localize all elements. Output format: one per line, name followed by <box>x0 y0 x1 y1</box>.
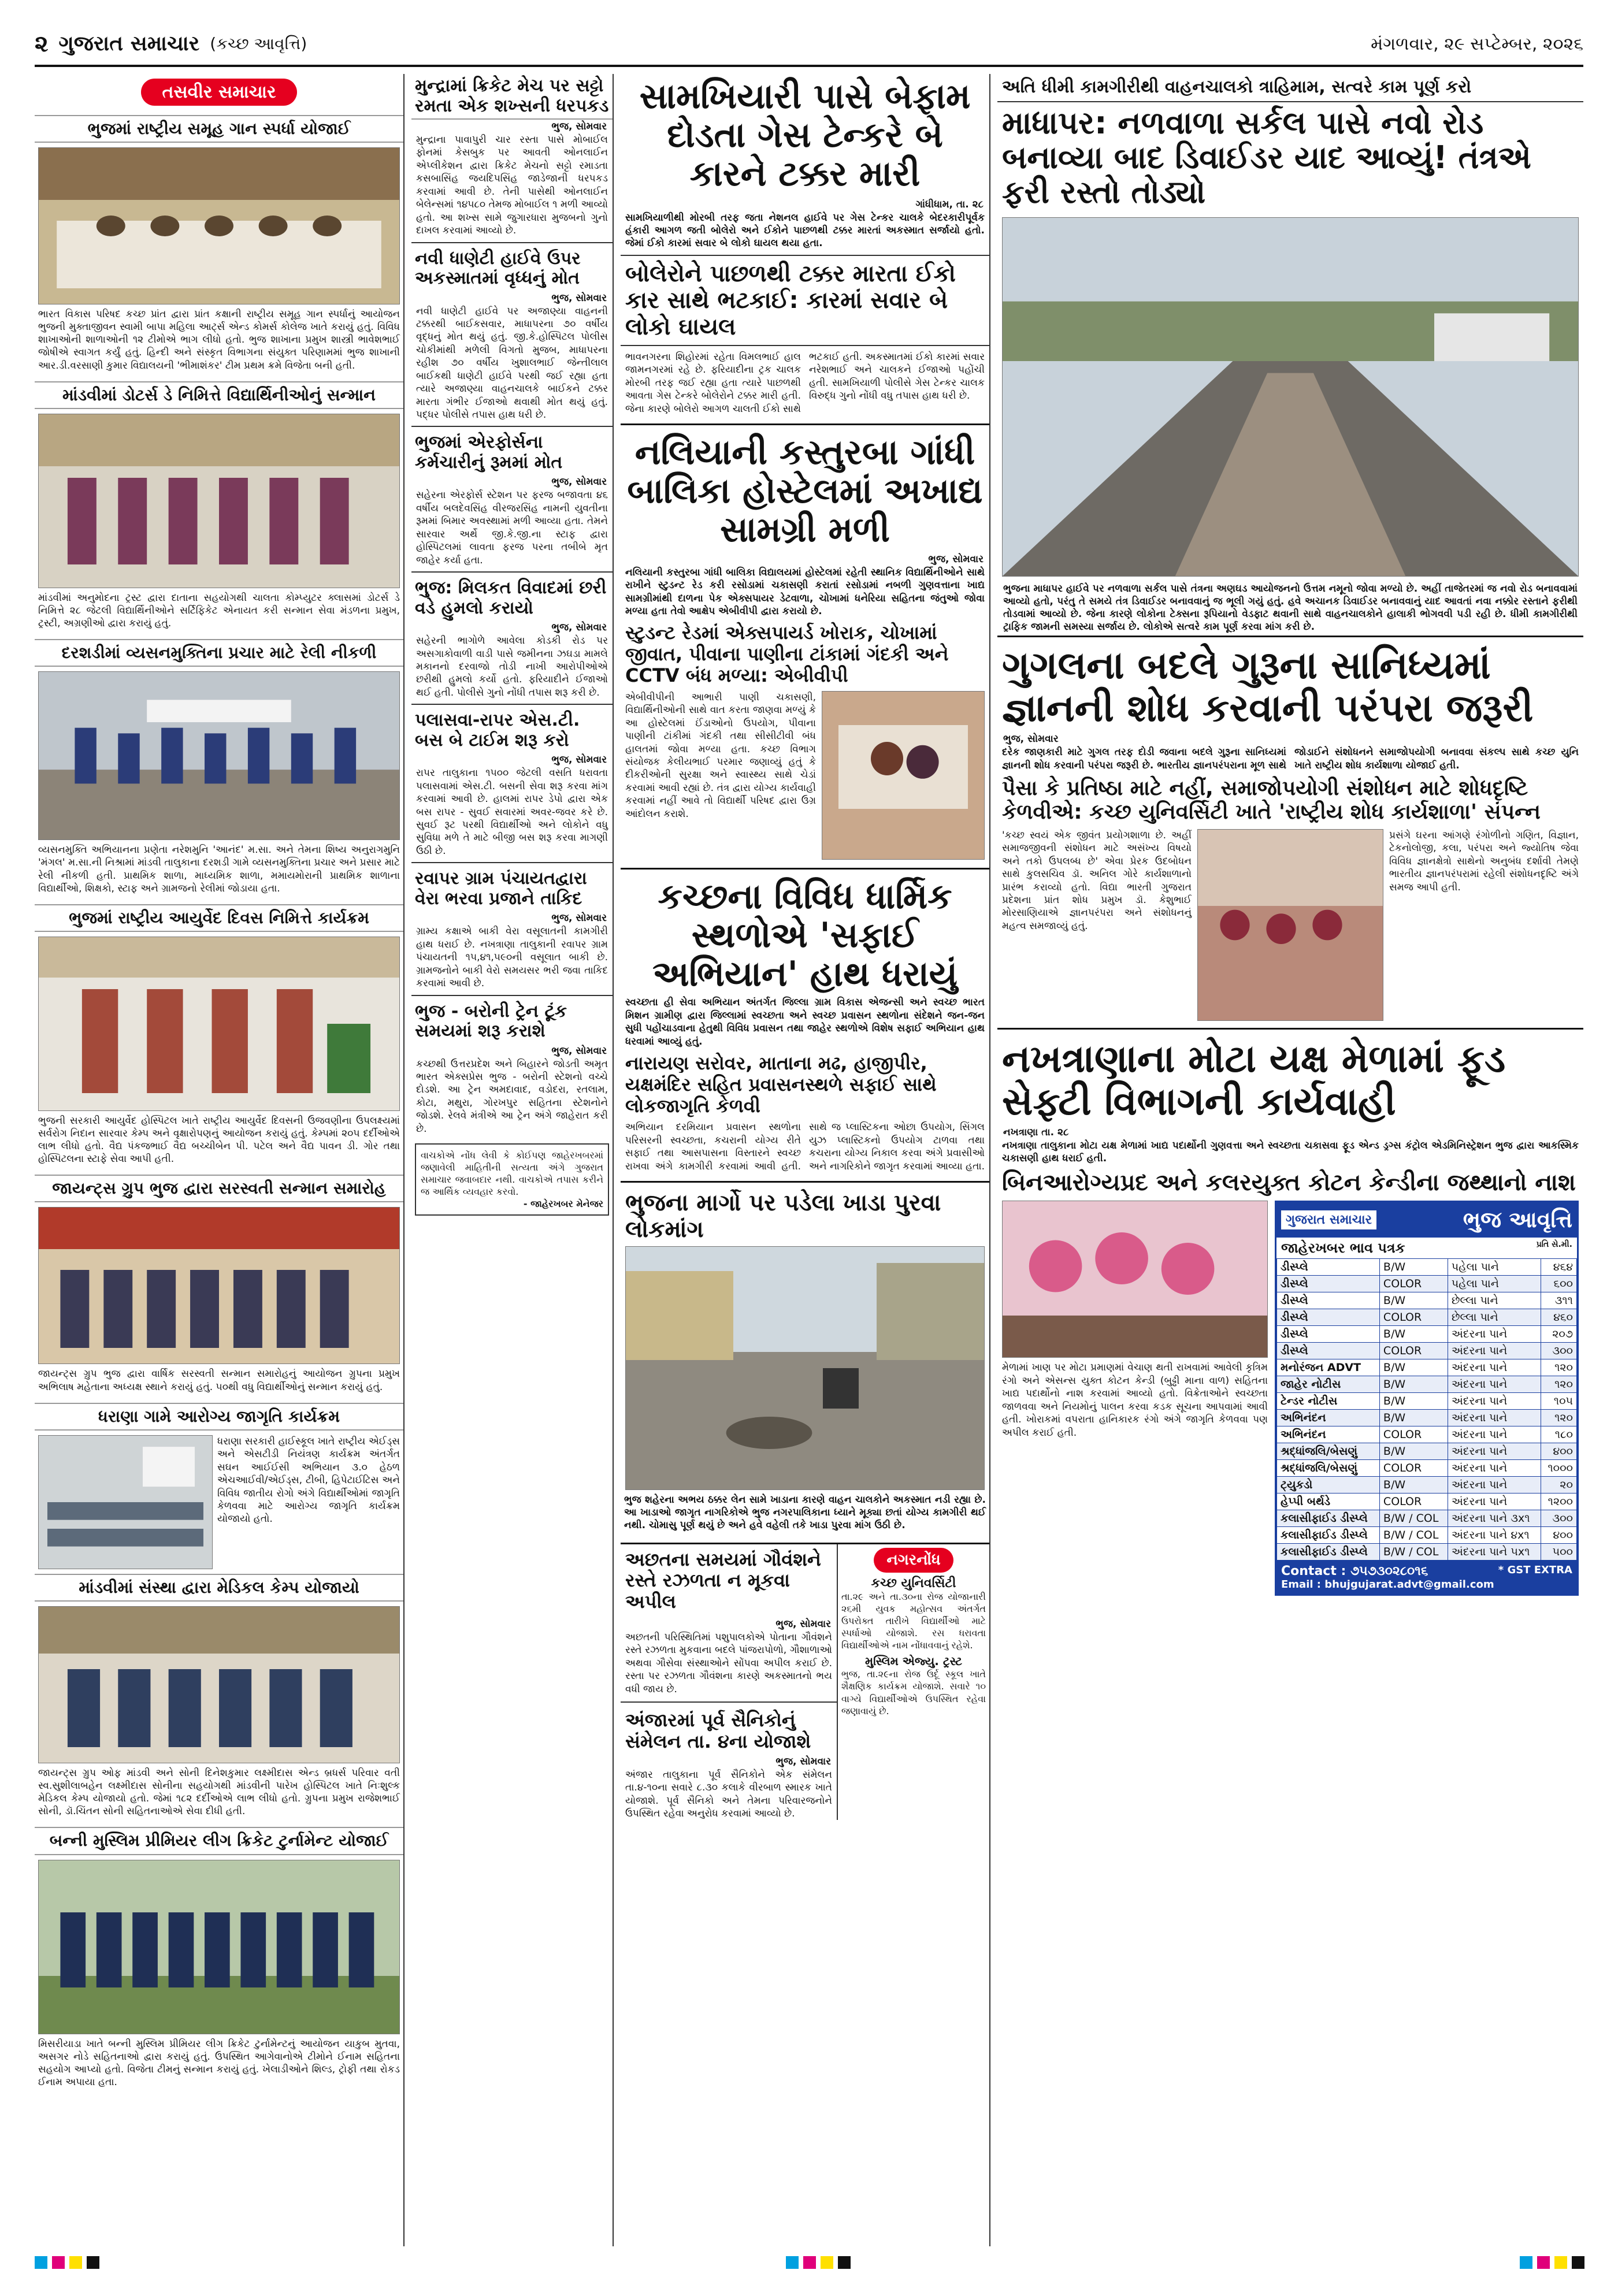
rate-row <box>1277 1359 1577 1376</box>
story-body: રાપર તાલુકાના ૧૫૦૦ જેટલી વસતિ ધરાવતા પલાસવામાં એસ.ટી. બસની સેવા શરૂ કરવા માંગ કરવામાં આવી છે. હાલમાં રાપર ડેપો દ્વારા એક બસ રાપર - સુવઈ સવારમાં અવર-જવર કરે છે. સુવઈ રૂટ પરથી વિદ્યાર્થીઓ અને લોકોને વધુ સુવિધા મળે તે માટે બીજી બસ શરૂ કરવા માગણી ઉઠી છે. <box>416 767 608 857</box>
rate-cell: ડીસ્પ્લે <box>1277 1343 1380 1359</box>
rate-cell: શ્રદ્ધાંજલિ/બેસણું <box>1277 1443 1380 1460</box>
rate-row <box>1277 1393 1577 1410</box>
photo-caption: મિસરીયાડા ખાતે બન્ની મુસ્લિમ પ્રીમિયર લીગ ક્રિકેટ ટુર્નામેન્ટનું આયોજન યાકુબ મુતવા, અસગર નોડે સહિતનાઓ દ્વારા કરાયું હતું. ઉપસ્થિત આગેવાનોએ ટીમોને ઈનામ સહિતના સહયોગ આપ્યો હતો. વિજેતા ટીમનું સન્માન કરાયું હતું. ખેલાડીઓને શિલ્ડ, ટ્રોફી તથા રોકડ ઈનામ અપાયા હતા. <box>38 2038 400 2088</box>
rate-cell: અંદરના પાને <box>1448 1426 1541 1443</box>
rate-row <box>1277 1544 1577 1561</box>
photo-health-awareness <box>38 1435 213 1569</box>
story-body: અભિયાન દરમિયાન પ્રવાસન સ્થળોના પરિસરની સ્વચ્છતા, કચરાની યોગ્ય રીતે સફાઈ તથા આસપાસના વિસ્તારને સ્વચ્છ રાખવા અંગે કામગીરી કરવામાં આવી હતી. સાથે જ પ્લાસ્ટિકના ઓછા ઉપયોગ, સિંગલ યુઝ પ્લાસ્ટિકનો ઉપયોગ ટાળવા તથા કચરાના યોગ્ય નિકાલ કરવા અંગે પ્રવાસીઓ અને નાગરિકોને જાગૃત કરવામાં આવ્યા હતા. <box>625 1121 985 1172</box>
rate-cell: ૧૦૦૦ <box>1541 1460 1577 1477</box>
photo-caption: જાયન્ટ્સ ગ્રુપ ઓફ માંડવી અને સોની દિનેશકુમાર લક્ષ્મીદાસ એન્ડ બ્રધર્સ પરિવાર વતી સ્વ.સુશીલાબહેન લક્ષ્મીદાસ સોનીના સહયોગથી માંડવીની પારેખ હોસ્પિટલ ખાતે નિઃશુલ્ક મેડિકલ કેમ્પ યોજાયો હતો. જેમાં ૧૮૨ દર્દીઓએ લાભ લીધો હતો. ગ્રુપના પ્રમુખ રાજેશભાઈ સોની, ડૉ.ચિંતન સોની સહિતનાઓએ સેવા દીધી હતી. <box>38 1767 400 1818</box>
story-headline: દરશડીમાં વ્યસનમુક્તિના પ્રચાર માટે રેલી નીકળી <box>35 639 403 667</box>
rate-row <box>1277 1477 1577 1493</box>
rate-cell: B/W <box>1379 1359 1448 1376</box>
rate-cell: B/W <box>1379 1326 1448 1343</box>
rate-row <box>1277 1326 1577 1343</box>
masthead <box>35 23 1583 67</box>
rate-cell: COLOR <box>1379 1343 1448 1359</box>
story-block <box>621 691 989 860</box>
rate-cell: ડીસ્પ્લે <box>1277 1292 1380 1309</box>
gst-note: * GST EXTRA <box>1498 1564 1572 1577</box>
story-body: મુન્દ્રાના પાવાપુરી ચાર રસ્તા પાસે મોબાઈલ ફોનમાં કેસબુક પર આવતી ઓનલાઈન એપ્લીકેશન દ્વારા ક્રિકેટ મેચનો સટ્ટો રમાડતા કસબાસિંહ જયદિપસિંહ જાડેજાની ધરપકડ કરવામાં આવી છે. તેની પાસેથી ઓનલાઈન બેલેન્સમાં ૧૪૫૮૦ તેમજ મોબાઈલ ૧ મળી આવ્યો હતો. આ શખ્સ સામે જુગારધારા મુજબનો ગુનો દાખલ કરવામાં આવ્યો છે. <box>416 134 608 237</box>
city-notes-title: મુસ્લિમ એજ્યુ. ટ્રસ્ટ <box>864 1654 963 1669</box>
rate-cell: ૩૦૦ <box>1541 1510 1577 1527</box>
story-headline: ભુજમાં રાષ્ટ્રીય સમૂહ ગાન સ્પર્ધા યોજાઈ <box>35 115 403 143</box>
story-headline: નખત્રાણાના મોટા યક્ષ મેળામાં ફૂડ સેફ્ટી વિભાગની કાર્યવાહી <box>997 1028 1583 1125</box>
photo-caption: ભુજના માધાપર હાઈવે પર નળવાળા સર્કલ પાસે તંત્રના અણઘડ આયોજનનો ઉત્તમ નમૂનો જોવા મળ્યો છે. અહીં તાજેતરમાં જ નવો રોડ બનાવવામાં આવ્યો હતો, પરંતુ તે સમયે તંત્ર ડિવાઈડર બનાવવાનું જ ભૂલી ગયું હતું. હવે અચાનક ડિવાઈડર બનાવવાનું યાદ આવતાં નવા નક્કોર રસ્તાને ફરીથી તોડવામાં આવ્યો છે. જેના કારણે લોકોના ટેક્સના રૂપિયાનો વેડફાટ થવાની સાથે વાહનચાલકોને હાલાકી ભોગવવી પડી રહી છે. ધીમી કામગીરીથી ટ્રાફિક જામની સમસ્યા સર્જાય છે. લોકોએ સત્વરે કામ પૂર્ણ કરવા માંગ કરી છે. <box>1003 582 1578 633</box>
story-headline: માંડવીમાં સંસ્થા દ્વારા મેડિકલ કેમ્પ યોજાયો <box>35 1574 403 1602</box>
story-body: પ્રસંગે ઘરના આંગણે રંગોળીનો ગણિત, વિજ્ઞાન, ટેકનોલોજી, કલા, પરંપરા અને જ્યોતિષ જેવા વિવિધ જ્ઞાનક્ષેત્રો સાથેનો અનુબંધ દર્શાવી તેમણે ભારતીય જ્ઞાનપરંપરામાં રહેલી સંશોધનદૃષ્ટિ અંગે સમજ આપી હતી. <box>1389 829 1579 893</box>
story-headline: રવાપર ગ્રામ પંચાયતદ્વારા વેરા ભરવા પ્રજાને તાકિદ <box>411 862 613 911</box>
story-block <box>997 829 1583 1021</box>
registration-swatch <box>1537 2256 1550 2269</box>
photo-group-singing <box>38 147 400 304</box>
story-intro: નલિયાની કસ્તુરબા ગાંધી બાલિકા વિદ્યાલયમાં હોસ્ટેલમાં રહેતી સ્થાનિક વિદ્યાર્થિનીઓને સાથે રાખીને સ્ટુડન્ટ રેડ કરી રસોડામાં ચકાસણી કરાતાં રસોડામાં નબળી ગુણવત્તાના ખાદ્ય સામગ્રીમાંથી દાળના પેક એક્સપાયર ડેટવાળા, ચોખામાં ધનેરિયા સહિતના જંતુઓ જોવા મળ્યા હતા તેવો આક્ષેપ એબીવીપી દ્વારા કરાયો છે. <box>625 566 985 617</box>
rate-cell: ૧૨૦ <box>1541 1376 1577 1393</box>
rate-cell: B/W <box>1379 1376 1448 1393</box>
rate-row <box>1277 1343 1577 1359</box>
ad-brand: ગુજરાત સમાચાર <box>1281 1210 1376 1229</box>
lead-headline: માધાપર: નળવાળા સર્કલ પાસે નવો રોડ બનાવ્યા બાદ ડિવાઈડર યાદ આવ્યું! તંત્રએ ફરી રસ્તો તોડ્યો <box>1002 104 1531 211</box>
photo-caption: ભુજની સરકારી આયુર્વેદ હોસ્પિટલ ખાતે રાષ્ટ્રીય આયુર્વેદ દિવસની ઉજવણીના ઉપલક્ષ્યમાં સર્વરોગ નિદાન સારવાર કેમ્પ અને વૃક્ષારોપણનું આયોજન કરાયું હતું. કેમ્પમાં ૨૦૫ દર્દીઓએ લાભ લીધો હતો. વૈદ્ય પંકજભાઈ વૈદ્ય બચ્ચીબેન પી. પટેલ અને વૈદ્ય પાવન ડી. ગોર તથા હોસ્પિટલના સ્ટાફે સેવા આપી હતી. <box>38 1114 400 1165</box>
rate-cell: અંદરના પાને <box>1448 1393 1541 1410</box>
dateline: ભુજ, સોમવાર <box>551 476 607 488</box>
rate-cell: અંદરના પાને <box>1448 1359 1541 1376</box>
rate-cell: ૪૬૦ <box>1541 1309 1577 1326</box>
rate-cell: B/W / COL <box>1379 1510 1448 1527</box>
rate-row <box>1277 1292 1577 1309</box>
registration-swatch <box>87 2256 99 2269</box>
rate-cell: B/W <box>1379 1292 1448 1309</box>
rate-cell: ૨૦૭ <box>1541 1326 1577 1343</box>
page-number: ૨ <box>35 31 49 57</box>
story-subheadline: બિનઆરોગ્યપ્રદ અને કલરયુક્ત કોટન કેન્ડીના જથ્થાનો નાશ <box>1002 1169 1576 1197</box>
bottom-stories <box>621 1543 989 1821</box>
photo-caption: વ્યસનમુક્તિ અભિયાનના પ્રણેતા નરેશમુનિ 'આનંદ' મ.સા. અને તેમના શિષ્ય અનુરાગમુનિ 'મંગલ' મ.સા.ની નિશ્રામાં માંડવી તાલુકાના દરશડી ગામે વ્યસનમુક્તિના પ્રચાર અને પ્રસાર માટે રેલી નીકળી હતી. પ્રાથમિક શાળા, માધ્યમિક શાળા, મમાયમોરાની પ્રાથમિક શાળાના વિદ્યાર્થીઓ, શિક્ષકો, સ્ટાફ અને ગ્રામજનો રેલીમાં જોડાયા હતા. <box>38 844 400 894</box>
lead-subheadline: બોલેરોને પાછળથી ટક્કર મારતા ઈકો કાર સાથે ભટકાઈ: કારમાં સવાર બે લોકો ઘાયલ <box>621 255 989 346</box>
story-body: સહેરની ભાગોળે આવેલા કોડકી રોડ પર અસગાકોવાળી વાડી પાસે જમીનના ઝઘડા મામલે મકાનનો દરવાજો તોડી નાખી આરોપીઓએ છરીથી હુમલો કર્યો હતો. ફરિયાદીને ઈજાઓ થઈ હતી. પોલીસે ગુનો નોંધી તપાસ શરૂ કરી છે. <box>416 635 608 699</box>
rate-cell: કલાસીફાઈડ ડીસ્પ્લે <box>1277 1544 1380 1561</box>
story-left <box>1002 1201 1268 1596</box>
rate-cell: ૪૦૦ <box>1541 1443 1577 1460</box>
photo-rally <box>38 671 400 840</box>
dateline: નખત્રાણા તા. ૨૮ <box>1003 1126 1069 1138</box>
photo-broken-road <box>1002 217 1579 577</box>
photo-caption: જાયન્ટ્સ ગ્રુપ ભુજ દ્વારા વાર્ષિક સરસ્વતી સન્માન સમારોહનું આયોજન ગ્રુપના પ્રમુખ અભિલાષ મહેતાના અધ્યક્ષ સ્થાને કરાયું હતું. ૫૦થી વધુ વિદ્યાર્થીઓનું સન્માન કરાયું હતું. <box>38 1368 400 1393</box>
story-body: નવી ધાણેટી હાઈવે પર અજાણ્યા વાહનની ટક્કરથી બાઈકસવાર, માધાપરના ૭૦ વર્ષીય વૃદ્ધનું મોત થયું હતું. જી.કે.હોસ્પિટલ પોલીસ ચોકીમાંથી મળેલી વિગતો મુજબ, માધાપરના રહીશ ૭૦ વર્ષીય ખુશાલભાઈ જેન્તીલાલ બાઈકથી ધાણેટી હાઈવે પરથી જઈ રહ્યા હતા ત્યારે અજાણ્યા વાહનચાલકે બાઈકને ટક્કર મારતા ગંભીર ઈજાઓ થવાથી મોત થયું હતું. પદ્ધર પોલીસે તપાસ હાથ ધરી છે. <box>416 305 608 421</box>
rate-cell: અંદરના પાને <box>1448 1443 1541 1460</box>
notice-text: વાચકોએ નોંધ લેવી કે કોઈપણ જાહેરખબરમાં જણાવેલી માહિતીની સત્યતા અંગે ગુજરાત સમાચાર જવાબદાર નથી. વાચકોએ તપાસ કરીને જ આર્થિક વ્યવહાર કરવો. <box>421 1150 603 1198</box>
rate-cell: COLOR <box>1379 1276 1448 1292</box>
story-headline: જાયન્ટ્સ ગ્રુપ ભુજ દ્વારા સરસ્વતી સન્માન સમારોહ <box>35 1175 403 1202</box>
rate-cell: છેલ્લા પાને <box>1448 1309 1541 1326</box>
dateline: ભુજ, સોમવાર <box>551 292 607 304</box>
paper-name: ગુજરાત સમાચાર <box>58 32 200 55</box>
story-and-ad <box>997 1201 1583 1596</box>
story-headline: ભુજમાં રાષ્ટ્રીય આયુર્વેદ દિવસ નિમિત્તે કાર્યક્રમ <box>35 904 403 932</box>
story-headline: મુન્દ્રામાં ક્રિકેટ મેચ પર સટ્ટો રમતા એક શખ્સની ધરપકડ <box>411 74 613 120</box>
rate-cell: ૪૦૦ <box>1541 1527 1577 1544</box>
contact-phone: ૭૫૭૩૦૨૮૦૧૬ <box>1350 1564 1428 1579</box>
rate-cell: કલાસીફાઈડ ડીસ્પ્લે <box>1277 1527 1380 1544</box>
email-label: Email : <box>1281 1578 1322 1591</box>
edition-label: (કચ્છ આવૃત્તિ) <box>210 34 307 53</box>
rate-cell: ૧૮૦ <box>1541 1426 1577 1443</box>
rate-cell: પહેલા પાને <box>1448 1276 1541 1292</box>
story-headline: ગુગલના બદલે ગુરૂના સાનિધ્યમાં જ્ઞાનની શોધ કરવાની પરંપરા જરૂરી <box>997 636 1583 732</box>
registration-swatch <box>1520 2256 1532 2269</box>
rate-cell: કલાસીફાઈડ ડીસ્પ્લે <box>1277 1510 1380 1527</box>
story-body: ગ્રામ્ય કક્ષાએ બાકી વેરા વસૂલાતની કામગીરી હાથ ધરાઈ છે. નખત્રાણા તાલુકાની રવાપર ગ્રામ પંચાયતની ૧૫,૪૧,૫૯૦ની વસૂલાત બાકી છે. ગ્રામજનોને બાકી વેરો સમયસર ભરી જવા તાકિદ કરવામાં આવી છે. <box>416 926 608 990</box>
city-notes <box>838 1544 989 1821</box>
ad-rate-card <box>1275 1201 1579 1596</box>
story-intro: દરેક જાણકારી માટે ગુગલ તરફ દોડી જવાના બદલે ગુરૂના સાનિધ્યમાં જ્ઞાનની શોધ કરવાની પરંપરા જરૂરી છે. ભારતીય જ્ઞાનપરંપરાના મૂળ સાથે જોડાઈને સંશોધનને સમાજોપયોગી બનાવવા સંકલ્પ સાથે કચ્છ યુનિ ખાતે રાષ્ટ્રીય શોધ કાર્યશાળા યોજાઈ હતી. <box>1002 746 1579 771</box>
rate-cell: B/W <box>1379 1259 1448 1276</box>
story-headline: માંડવીમાં ડોટર્સ ડે નિમિત્તે વિદ્યાર્થિનીઓનું સન્માન <box>35 381 403 409</box>
rate-cell: છેલ્લા પાને <box>1448 1292 1541 1309</box>
registration-swatch <box>803 2256 816 2269</box>
rate-cell: અભિનંદન <box>1277 1426 1380 1443</box>
photo-research-workshop <box>1197 829 1383 1021</box>
photo-caption: માંડવીમાં અનુમોદના ટ્રસ્ટ દ્વારા દાતાના સહયોગથી ચાલતા કોમ્પ્યુટર ક્લાસમાં ડોટર્સ ડે નિમિત્તે ૨૮ જેટલી વિદ્યાર્થિનીઓને સર્ટિફિકેટ એનાયત કરી સન્માન સેવા મંડળના પ્રમુખ, ટ્રસ્ટી, અગ્રણીઓ દ્વારા કરાયું હતું. <box>38 592 400 630</box>
photo-cotton-candy <box>1002 1201 1268 1358</box>
dateline: ભુજ, સોમવાર <box>551 121 607 132</box>
story-headline: ભુજ: મિલકત વિવાદમાં છરી વડે હુમલો કરાયો <box>411 571 613 621</box>
story-body: સહેરના એરફોર્સ સ્ટેશન પર ફરજ બજાવતા ૪૬ વર્ષીય બલદેવસિંહ વીરજરસિંહ નામની યુવતીના રૂમમાં બિમાર અવસ્થામાં મળી આવ્યા હતા. તેમને સારવાર અર્થે જી.કે.જી.ના સ્ટાફ દ્વારા હોસ્પિટલમાં લાવતા ફરજ પરના તબીબે મૃત જાહેર કર્યા હતા. <box>416 489 608 566</box>
rate-row <box>1277 1276 1577 1292</box>
rate-cell: જાહેર નોટીસ <box>1277 1376 1380 1393</box>
rate-cell: ૨૦ <box>1541 1477 1577 1493</box>
masthead-left <box>35 31 307 57</box>
ad-subtitle: જાહેરખબર ભાવ પત્રક <box>1281 1240 1405 1257</box>
ad-subheader <box>1276 1238 1577 1258</box>
rate-row <box>1277 1309 1577 1326</box>
city-notes-body: ભુજ, તા.૨૯ના રોજ ઉર્દૂ સ્કૂલ ખાતે શૈક્ષણિક કાર્યક્રમ યોજાશે. સવારે ૧૦ વાગ્યે વિદ્યાર્થીઓએ ઉપસ્થિત રહેવા જણાવાયું છે. <box>841 1669 986 1717</box>
rate-cell: ૧૦૫ <box>1541 1393 1577 1410</box>
rate-cell: ડીસ્પ્લે <box>1277 1276 1380 1292</box>
story-subheadline: સ્ટુડન્ટ રેડમાં એક્સપાયર્ડ ખોરાક, ચોખામાં જીવાત, પીવાના પાણીના ટાંકામાં ગંદકી અને CCTV બંધ મળ્યા: એબીવીપી <box>625 622 949 686</box>
story-headline: પલાસવા-રાપર એસ.ટી. બસ બે ટાઈમ શરૂ કરો <box>411 704 613 753</box>
rate-cell: અંદરના પાને ૩x૧ <box>1448 1510 1541 1527</box>
rate-row <box>1277 1259 1577 1276</box>
rate-cell: અંદરના પાને <box>1448 1460 1541 1477</box>
rate-cell: અંદરના પાને ૫x૧ <box>1448 1544 1541 1561</box>
story-intro: સ્વચ્છતા હી સેવા અભિયાન અંતર્ગત જિલ્લા ગ્રામ વિકાસ એજન્સી અને સ્વચ્છ ભારત મિશન ગ્રામીણ દ્વારા જિલ્લામાં સ્વચ્છતા અને સ્વચ્છ પ્રવાસન સ્થળોના સંદેશને જન-જન સુધી પહોંચાડવાના હેતુથી વિવિધ પ્રવાસન તથા જાહેર સ્થળોએ વિશેષ સફાઈ અભિયાન હાથ ધરવામાં આવ્યું હતું. <box>625 997 985 1047</box>
photo-caption: ભુજ શહેરના અભય ઠક્કર લેન સામે ખાડાના કારણે વાહન ચાલકોને અકસ્માત નડી રહ્યા છે. આ ખાડાઓ જાગૃત નાગરિકોએ ભુજ નગરપાલિકાના ધ્યાને મૂક્યા છતાં યોગ્ય કામગીરી થઈ નથી. ચોમાસુ પૂર્ણ થયું છે અને હવે વહેલી તકે ખાડા પુરવા માંગ ઉઠી છે. <box>624 1494 986 1532</box>
rate-cell: પહેલા પાને <box>1448 1259 1541 1276</box>
dateline: ગાંધીધામ, તા. ૨૮ <box>915 198 984 210</box>
story-headline: નલિયાની કસ્તુરબા ગાંધી બાલિકા હોસ્ટેલમાં અખાદ્ય સામગ્રી મળી <box>621 423 989 552</box>
story-intro: નખત્રાણા તાલુકાના મોટા યક્ષ મેળામાં ખાદ્ય પદાર્થોની ગુણવત્તા અને સ્વચ્છતા ચકાસવા ફૂડ એન્ડ ડ્રગ્સ કંટ્રોલ એડમિનિસ્ટ્રેશન ભુજ દ્વારા આકસ્મિક ચકાસણી હાથ ધરાઈ હતી. <box>1002 1139 1579 1164</box>
city-notes-body: તા.૨૯ અને તા.૩૦ના રોજ યોજાનારી ૨૬મી યુવક મહોત્સવ અંતર્ગત ઉપરોક્ત તારીખે વિદ્યાર્થીઓ માટે સ્પર્ધાઓ યોજાશે. રસ ધરાવતા વિદ્યાર્થીઓએ નામ નોંધાવવાનું રહેશે. <box>841 1591 986 1651</box>
story-headline: ભુજ - બરોની ટ્રેન ટૂંક સમયમાં શરૂ કરાશે <box>411 995 613 1044</box>
rate-row <box>1277 1510 1577 1527</box>
rate-cell: COLOR <box>1379 1426 1448 1443</box>
rate-cell: ડીસ્પ્લે <box>1277 1326 1380 1343</box>
photo-daughters-day <box>38 414 400 588</box>
photo-giants-group <box>38 1207 400 1364</box>
column-lead <box>997 74 1583 2246</box>
registration-swatch <box>52 2256 65 2269</box>
story-headline: નવી ધાણેટી હાઈવે ઉપર અકસ્માતમાં વૃધ્ધનું મોત <box>411 242 613 291</box>
story-headline: ભુજના માર્ગો પર પડેલા ખાડા પુરવા લોકમાંગ <box>621 1181 989 1246</box>
ad-footer <box>1276 1561 1577 1594</box>
registration-swatch <box>69 2256 82 2269</box>
rate-cell: ૪૬૪ <box>1541 1259 1577 1276</box>
rate-cell: અંદરના પાને <box>1448 1326 1541 1343</box>
rate-cell: ટેન્ડર નોટીસ <box>1277 1393 1380 1410</box>
rate-table <box>1276 1258 1577 1561</box>
rate-cell: અંદરના પાને <box>1448 1493 1541 1510</box>
dateline: ભુજ, સોમવાર <box>1003 733 1059 745</box>
story-body: મેળામાં ખાણ પર મોટા પ્રમાણમાં વેચાણ થતી રાખવામાં આવેલી કૃત્રિમ રંગો અને એસન્સ યુક્ત કોટન કેન્ડી (બુઢ્ઢી માના વાળ) સહિતના ખાદ્ય પદાર્થોનો નાશ કરવામાં આવ્યો હતો. વિક્રેતાઓને સ્વચ્છતા જાળવવા અને નિયમોનું પાલન કરવા કડક સૂચના આપવામાં આવી હતી. ખોરાકમાં વપરાતા હાનિકારક રંગો અંગે જાગૃતિ કેળવવા પણ અપીલ કરાઈ હતી. <box>1002 1362 1268 1439</box>
rate-row <box>1277 1426 1577 1443</box>
story-body: ભાવનગરના શિહોરમાં રહેતા વિમલભાઈ હાલ જામનગરમાં રહે છે. ફરિયાદીના ટ્રક ચાલક મોરબી તરફ જઈ રહ્યા હતા ત્યારે પાછળથી આવતા ગેસ ટેન્કરે બોલેરોને ટક્કર મારી હતી. જેના કારણે બોલેરો આગળ ચાલતી ઈકો સાથે ભટકાઈ હતી. અકસ્માતમાં ઈકો કારમાં સવાર નરેશભાઈ અને ચાલકને ઈજાઓ પહોંચી હતી. સામખિયાળી પોલીસે ગેસ ટેન્કર ચાલક વિરુદ્ધ ગુનો નોંધી વધુ તપાસ હાથ ધરી છે. <box>625 351 985 415</box>
story-block <box>35 1435 403 1569</box>
rate-cell: B/W / COL <box>1379 1527 1448 1544</box>
rate-row <box>1277 1410 1577 1426</box>
story-subheadline: નારાયણ સરોવર, માતાના મઢ, હાજીપીર, યક્ષમંદિર સહિત પ્રવાસનસ્થળે સફાઈ સાથે લોકજાગૃતિ કેળવી <box>625 1052 937 1117</box>
rate-cell: B/W <box>1379 1477 1448 1493</box>
dateline: ભુજ, સોમવાર <box>928 553 984 565</box>
photo-potholes <box>625 1246 985 1490</box>
rate-cell: COLOR <box>1379 1493 1448 1510</box>
rate-cell: ૬૦૦ <box>1541 1276 1577 1292</box>
photo-caption: ભારત વિકાસ પરિષદ કચ્છ પ્રાંત દ્વારા પ્રાંત કક્ષાની રાષ્ટ્રીય સમૂહ ગાન સ્પર્ધાનું આયોજન ભુજની મુક્તાજીવન સ્વામી બાપા મહિલા આર્ટ્સ એન્ડ કોમર્સ કોલેજ ખાતે કરાયું હતું. વિવિધ શાખાઓની શાળાઓની ૧૨ ટીમોએ ભાગ લીધો હતો. ભુજ શાખાના પ્રમુખ શાસ્ત્રી ભાવેશભાઈ જોષીએ સ્વાગત કર્યું હતું. હિન્દી અને સંસ્કૃત વિભાગના સંયુક્ત પરિણામમાં ભુજ શાખાની આર.ડી.વરસાણી કુમાર વિદ્યાલયની 'ભીમાશંકર' ટીમ પ્રથમ ક્રમે વિજેતા બની હતી. <box>38 309 400 371</box>
rate-cell: અંદરના પાને ૪x૧ <box>1448 1527 1541 1544</box>
registration-swatch <box>1554 2256 1567 2269</box>
rate-cell: ૧૨૦ <box>1541 1410 1577 1426</box>
city-notes-title: કચ્છ યુનિવર્સિટી <box>871 1576 956 1591</box>
registration-swatch <box>35 2256 47 2269</box>
rate-cell: મનોરંજન ADVT <box>1277 1359 1380 1376</box>
photo-cricket-tournament <box>38 1860 400 2034</box>
story-body: અછતની પરિસ્થિતિમાં પશુપાલકોએ પોતાના ગૌવંશને રસ્તે રઝળતા મુકવાના બદલે પાંજરાપોળો, ગૌશાળાઓ અથવા ગૌસેવા સંસ્થાઓને સોંપવા અપીલ કરાઈ છે. રસ્તા પર રઝળતા ગૌવંશના કારણે અકસ્માતનો ભય વધી જાય છે. <box>625 1631 832 1695</box>
rate-cell: શ્રદ્ધાંજલિ/બેસણું <box>1277 1460 1380 1477</box>
rate-cell: ટ્યુકડો <box>1277 1477 1380 1493</box>
rate-cell: અંદરના પાને <box>1448 1376 1541 1393</box>
photo-medical-camp <box>38 1606 400 1763</box>
dateline: ભુજ, સોમવાર <box>551 1045 607 1057</box>
rate-row <box>1277 1460 1577 1477</box>
story-body: ધરાણા સરકારી હાઈસ્કૂલ ખાતે રાષ્ટ્રીય એઈડ્સ અને એસટીડી નિયંત્રણ કાર્યક્રમ અંતર્ગત સઘન આઈઈસી અભિયાન ૩.૦ હેઠળ એચઆઈવી/એઈડ્સ, ટીબી, હિપેટાઈટિસ અને વિવિધ જાતીય રોગો અંગે વિદ્યાર્થીઓમાં જાગૃતિ કેળવવા માટે આરોગ્ય જાગૃતિ કાર્યક્રમ યોજાયો હતો. <box>217 1435 400 1525</box>
ad-header <box>1276 1202 1577 1238</box>
column-briefs <box>411 74 614 2246</box>
story-body: કચ્છથી ઉત્તરપ્રદેશ અને બિહારને જોડતી અમૃત ભારત એક્સપ્રેસ ભુજ - બરોની સ્ટેશનો વચ્ચે દોડશે. આ ટ્રેન અમદાવાદ, વડોદરા, રતલામ, કોટા, મથુરા, ગોરખપુર સહિતના સ્ટેશનોને જોડશે. રેલવે મંત્રીએ આ ટ્રેન અંગે જાહેરાત કરી છે. <box>416 1058 608 1135</box>
rate-row <box>1277 1493 1577 1510</box>
email-link[interactable]: bhujgujarat.advt@gmail.com <box>1324 1578 1494 1591</box>
rate-cell: ૧૨૦૦ <box>1541 1493 1577 1510</box>
section-badge: તસવીર સમાચાર <box>141 79 296 106</box>
lead-headline: સામખિયારી પાસે બેફામ દોડતા ગેસ ટેન્કરે બે કારને ટક્કર મારી <box>639 76 971 195</box>
story-headline: ધરાણા ગામે આરોગ્ય જાગૃતિ કાર્યક્રમ <box>35 1403 403 1431</box>
photo-ayurveda-day <box>38 937 400 1111</box>
story-headline: અંજારમાં પૂર્વ સૈનિકોનું સંમેલન તા. ૪ના યોજાશે <box>621 1701 837 1755</box>
rate-cell: COLOR <box>1379 1460 1448 1477</box>
story-body: અંજાર તાલુકાના પૂર્વ સૈનિકોને એક સંમેલન તા.૪-૧૦ના સવારે ૮.૩૦ કલાકે વીરબાળ સ્મારક ખાતે યોજાશે. પૂર્વ સૈનિકો અને તેમના પરિવારજનોને ઉપસ્થિત રહેવા અનુરોધ કરવામાં આવ્યો છે. <box>625 1769 832 1819</box>
column-picture-news <box>35 74 404 2246</box>
rate-cell: ૧૨૦ <box>1541 1359 1577 1376</box>
rate-cell: B/W <box>1379 1443 1448 1460</box>
ad-column-head: પ્રતિ સે.મી. <box>1536 1240 1572 1250</box>
story-headline: અછતના સમયમાં ગૌવંશને રસ્તે રઝળતા ન મૂકવા અપીલ <box>625 1548 821 1613</box>
lead-intro: સામખિયાળીથી મોરબી તરફ જતા નેશનલ હાઈવે પર ગેસ ટેન્કર ચાલકે બેદરકારીપૂર્વક હંકારી આગળ જતી બોલેરો અને ઈકોને પાછળથી ટક્કર મારતાં અકસ્માત સર્જાયો હતો. જેમાં ઈકો કારમાં સવાર બે લોકો ઘાયલ થયા હતા. <box>625 211 985 250</box>
rate-cell: ૩૧૧ <box>1541 1292 1577 1309</box>
rate-cell: B/W / COL <box>1379 1544 1448 1561</box>
email-row <box>1281 1578 1572 1591</box>
story-headline: ભુજમાં એરફોર્સના કર્મચારીનું રૂમમાં મોત <box>411 426 613 475</box>
rate-cell: ૫૦૦ <box>1541 1544 1577 1561</box>
ad-title: ભુજ આવૃત્તિ <box>1463 1207 1572 1233</box>
rate-cell: COLOR <box>1379 1309 1448 1326</box>
dateline: ભુજ, સોમવાર <box>775 1618 831 1630</box>
story-headline: કચ્છના વિવિધ ધાર્મિક સ્થળોએ 'સફાઈ અભિયાન' હાથ ધરાયું <box>621 868 989 997</box>
rate-cell: અંદરના પાને <box>1448 1477 1541 1493</box>
dateline: ભુજ, સોમવાર <box>775 1755 831 1767</box>
story-subheadline: પૈસા કે પ્રતિષ્ઠા માટે નહીં, સમાજોપયોગી સંશોધન માટે શોધદૃષ્ટિ કેળવીએ: કચ્છ યુનિવર્સિટી ખાતે 'રાષ્ટ્રીય શોધ કાર્યશાળા' સંપન્ન <box>1002 776 1541 824</box>
registration-swatch <box>838 2256 851 2269</box>
story-headline: બન્ની મુસ્લિમ પ્રીમિયર લીગ ક્રિકેટ ટુર્નામેન્ટ યોજાઈ <box>35 1827 403 1855</box>
story-left <box>621 1544 838 1821</box>
story-body: 'કચ્છ સ્વયં એક જીવંત પ્રયોગશાળા છે. અહીં સમાજજીવની સંશોધન માટે અસંખ્ય વિષયો અને તકો ઉપલબ્ધ છે' એવા પ્રેરક ઉદબોધન સાથે કુલસચિવ ડૉ. અનિલ ગોરે કાર્યશાળાનો પ્રારંભ કરાવ્યો હતો. વિદ્યા ભારતી ગુજરાત પ્રદેશના પ્રાંત શોધ પ્રમુખ ડૉ. કેશુભાઈ મોરસાણિયાએ જ્ઞાનપરંપરા અને સંશોધનનું મહત્વ સમજાવ્યું હતું. <box>1002 829 1192 932</box>
rate-cell: ડીસ્પ્લે <box>1277 1309 1380 1326</box>
rate-cell: અભિનંદન <box>1277 1410 1380 1426</box>
rate-cell: B/W <box>1379 1393 1448 1410</box>
city-notes-badge: નગરનોંધ <box>874 1548 953 1573</box>
column-main-stories <box>621 74 990 2246</box>
story-body: એબીવીપીની આભારી પાણી ચકાસણી, વિદ્યાર્થિનીઓની સાથે વાત કરતા જાણવા મળ્યું કે આ હોસ્ટેલમાં ઈંડાઓનો ઉપયોગ, પીવાના પાણીની ટાંકીમાં ગંદકી તથા સીસીટીવી બંધ હાલતમાં જોવા મળ્યા હતા. કચ્છ વિભાગ સંયોજક કેલીયભાઈ પરમાર જણાવ્યું હતું કે દીકરીઓની સુરક્ષા અને સ્વાસ્થ્ય સાથે ચેડાં કરવામાં આવી રહ્યાં છે. તંત્ર દ્વારા યોગ્ય કાર્યવાહી કરવામાં નહીં આવે તો વિદ્યાર્થી પરિષદ દ્વારા ઉગ્ર આંદોલન કરાશે. <box>625 691 816 820</box>
notice-box <box>415 1143 609 1215</box>
rate-cell: B/W <box>1379 1410 1448 1426</box>
rate-cell: અંદરના પાને <box>1448 1410 1541 1426</box>
rate-cell: ૩૦૦ <box>1541 1343 1577 1359</box>
rate-cell: ડીસ્પ્લે <box>1277 1259 1380 1276</box>
issue-date: મંગળવાર, ૨૯ સપ્ટેમ્બર, ૨૦૨૬ <box>1371 34 1583 54</box>
rate-row <box>1277 1443 1577 1460</box>
registration-swatch <box>1572 2256 1584 2269</box>
rate-row <box>1277 1376 1577 1393</box>
rate-cell: હેપ્પી બર્થડે <box>1277 1493 1380 1510</box>
rate-row <box>1277 1527 1577 1544</box>
rate-cell: અંદરના પાને <box>1448 1343 1541 1359</box>
dateline: ભુજ, સોમવાર <box>551 754 607 766</box>
registration-swatch <box>786 2256 799 2269</box>
photo-hostel-inspection <box>822 691 985 860</box>
dateline: ભુજ, સોમવાર <box>551 622 607 634</box>
dateline: ભુજ, સોમવાર <box>551 912 607 924</box>
registration-swatch <box>821 2256 833 2269</box>
notice-signature: - જાહેરખબર મેનેજર <box>523 1198 603 1209</box>
kicker: અતિ ધીમી કામગીરીથી વાહનચાલકો ત્રાહિમામ, સત્વરે કામ પૂર્ણ કરો <box>997 74 1583 102</box>
contact-label: Contact : <box>1281 1564 1346 1579</box>
